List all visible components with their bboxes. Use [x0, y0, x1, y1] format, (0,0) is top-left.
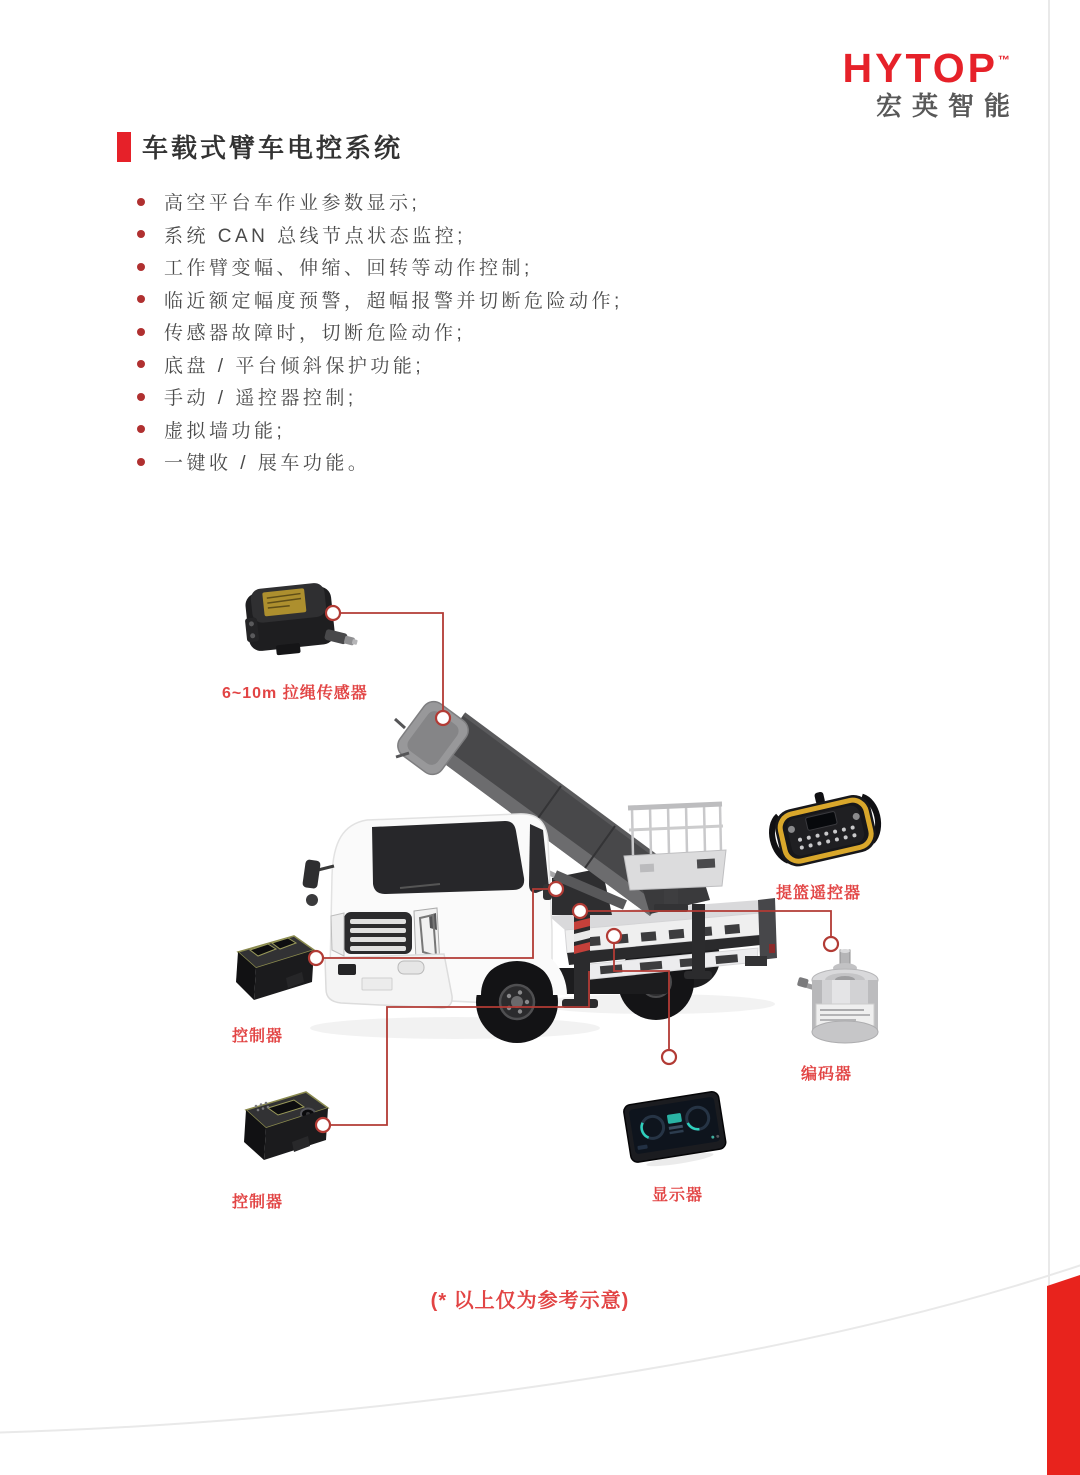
- feature-text: 虚拟墙功能;: [164, 420, 286, 442]
- feature-text: 临近额定幅度预警，超幅报警并切断危险动作;: [164, 290, 623, 312]
- dot-encoder: [824, 937, 838, 951]
- encoder-image: [797, 949, 878, 1043]
- label-display: 显示器: [652, 1187, 704, 1204]
- front-wheel: [474, 952, 560, 1043]
- label-encoder: 编码器: [801, 1066, 853, 1083]
- feature-text: 系统 CAN 总线节点状态监控;: [164, 225, 466, 247]
- red-corner-band: [1047, 1275, 1080, 1475]
- logo-subtitle: 宏英智能: [875, 91, 1020, 121]
- dot-boom: [436, 711, 450, 725]
- feature-text: 传感器故障时，切断危险动作;: [164, 323, 466, 344]
- feature-text: 一键收 / 展车功能。: [164, 453, 371, 474]
- footnote: (* 以上仅为参考示意): [430, 1290, 630, 1312]
- label-rope-sensor: 6~10m 拉绳传感器: [222, 685, 368, 702]
- feature-text: 手动 / 遥控器控制;: [164, 388, 357, 409]
- dot-rope-sensor: [326, 606, 340, 620]
- dot-bed-rail: [607, 929, 621, 943]
- dot-boom-base: [549, 882, 563, 896]
- display-image: [623, 1091, 728, 1171]
- dot-display: [662, 1050, 676, 1064]
- controller-a-image: [236, 936, 314, 1000]
- label-controller-b: 控制器: [232, 1194, 284, 1211]
- logo-tm: ™: [998, 53, 1010, 67]
- basket-remote-image: [765, 781, 885, 871]
- logo-brand-text: HYTOP: [842, 45, 998, 91]
- dot-truck-mid: [573, 904, 587, 918]
- page-title: 车载式臂车电控系统: [142, 133, 404, 163]
- feature-text: 工作臂变幅、伸缩、回转等动作控制;: [164, 258, 533, 279]
- label-basket-remote: 提篮遥控器: [776, 885, 862, 902]
- feature-text: 高空平台车作业参数显示;: [164, 193, 421, 214]
- rope-sensor-image: [242, 581, 359, 658]
- dot-controller-a: [309, 951, 323, 965]
- truck-illustration: [302, 697, 777, 1043]
- feature-text: 底盘 / 平台倾斜保护功能;: [164, 355, 425, 377]
- label-controller-a: 控制器: [232, 1028, 284, 1045]
- dot-controller-b: [316, 1118, 330, 1132]
